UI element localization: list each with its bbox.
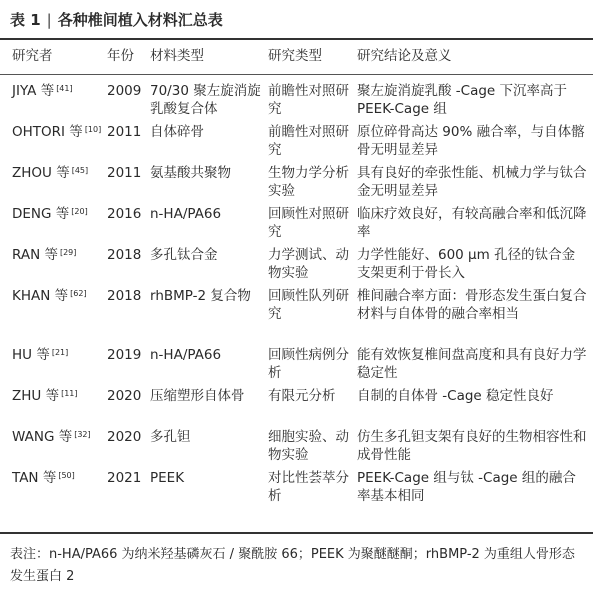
cell-author (12, 346, 68, 364)
reference-number: [41] (56, 84, 73, 93)
cell-year: 2018 (107, 247, 142, 263)
header-year: 年份 (107, 48, 134, 64)
cell-author (12, 428, 91, 446)
cell-material: n-HA/PA66 (150, 206, 222, 222)
header-rule (0, 74, 593, 75)
author-name: DENG 等 (12, 206, 70, 222)
cell-conclusion: PEEK-Cage 组与钛 -Cage 组的融合率基本相同 (357, 470, 576, 504)
cell-conclusion: 力学性能好、600 μm 孔径的钛合金支架更利于骨长入 (357, 247, 576, 281)
cell-author (12, 469, 75, 487)
cell-year: 2016 (107, 206, 142, 222)
table-row (0, 164, 593, 205)
table-title-text: 各种椎间植入材料汇总表 (57, 11, 223, 29)
cell-study-type: 回顾性对照研究 (268, 206, 349, 240)
reference-number: [21] (51, 348, 69, 357)
author-name: WANG 等 (12, 429, 73, 445)
cell-study-type: 前瞻性对照研究 (268, 124, 349, 158)
cell-material: rhBMP-2 复合物 (150, 288, 251, 304)
cell-author (12, 246, 76, 264)
bottom-rule (0, 532, 593, 534)
cell-study-type: 细胞实验、动物实验 (268, 429, 349, 463)
table-title (10, 10, 223, 30)
author-name: KHAN 等 (12, 288, 69, 304)
author-name: JIYA 等 (12, 83, 55, 99)
cell-study-type: 有限元分析 (268, 388, 336, 404)
header-author: 研究者 (12, 48, 53, 64)
reference-number: [32] (74, 430, 91, 439)
reference-number: [20] (71, 207, 88, 216)
header-study-type: 研究类型 (268, 48, 322, 64)
table-label: 表 1 (10, 11, 41, 29)
table-row (0, 346, 593, 387)
cell-year: 2020 (107, 388, 142, 404)
cell-conclusion: 椎间融合率方面：骨形态发生蛋白复合材料与自体骨的融合率相当 (357, 288, 587, 322)
cell-conclusion: 临床疗效良好，有较高融合率和低沉降率 (357, 206, 587, 240)
cell-author (12, 205, 88, 223)
cell-study-type: 力学测试、动物实验 (268, 247, 349, 281)
reference-number: [50] (58, 471, 75, 480)
title-separator: | (46, 11, 52, 29)
cell-author (12, 123, 101, 141)
cell-study-type: 回顾性队列研究 (268, 288, 349, 322)
cell-conclusion: 能有效恢复椎间盘高度和具有良好力学稳定性 (357, 347, 587, 381)
table-row (0, 287, 593, 346)
author-name: HU 等 (12, 347, 50, 363)
author-name: TAN 等 (12, 470, 57, 486)
cell-conclusion: 具有良好的牵张性能、机械力学与钛合金无明显差异 (357, 165, 587, 199)
cell-year: 2021 (107, 470, 142, 486)
reference-number: [11] (61, 389, 78, 398)
header-conclusion: 研究结论及意义 (357, 48, 452, 64)
cell-study-type: 对比性荟萃分析 (268, 470, 349, 504)
cell-conclusion: 仿生多孔钽支架有良好的生物相容性和成骨性能 (357, 429, 587, 463)
cell-study-type: 回顾性病例分析 (268, 347, 349, 381)
author-name: RAN 等 (12, 247, 58, 263)
table-row (0, 82, 593, 123)
cell-material: 多孔钛合金 (150, 247, 218, 263)
table-row (0, 205, 593, 246)
cell-conclusion: 原位碎骨高达 90% 融合率，与自体髂骨无明显差异 (357, 124, 585, 158)
reference-number: [45] (71, 166, 89, 175)
reference-number: [10] (84, 125, 102, 134)
cell-year: 2019 (107, 347, 142, 363)
cell-conclusion: 聚左旋消旋乳酸 -Cage 下沉率高于 PEEK-Cage 组 (357, 83, 568, 117)
cell-study-type: 生物力学分析实验 (268, 165, 349, 199)
cell-material: 多孔钽 (150, 429, 191, 445)
cell-year: 2011 (107, 165, 142, 181)
cell-year: 2018 (107, 288, 142, 304)
table-row (0, 246, 593, 287)
author-name: OHTORI 等 (12, 124, 83, 140)
cell-material: 氨基酸共聚物 (150, 165, 231, 181)
cell-author (12, 387, 78, 405)
top-rule (0, 38, 593, 40)
cell-author (12, 287, 87, 305)
cell-material: PEEK (150, 470, 185, 486)
reference-number: [29] (59, 248, 77, 257)
cell-author (12, 82, 73, 100)
cell-study-type: 前瞻性对照研究 (268, 83, 349, 117)
cell-year: 2011 (107, 124, 142, 140)
table-note: 表注：n-HA/PA66 为纳米羟基磷灰石 / 聚酰胺 66；PEEK 为聚醚醚酮；rhBMP-2 为重组人骨形态发生蛋白 2 (10, 547, 575, 584)
header-material: 材料类型 (150, 48, 204, 64)
reference-number: [62] (70, 289, 87, 298)
cell-material: 70/30 聚左旋消旋乳酸复合体 (150, 83, 261, 117)
author-name: ZHU 等 (12, 388, 60, 404)
table-row (0, 469, 593, 510)
cell-material: 自体碎骨 (150, 124, 204, 140)
cell-year: 2020 (107, 429, 142, 445)
table-row (0, 428, 593, 469)
table-body (0, 82, 593, 510)
cell-material: n-HA/PA66 (150, 347, 222, 363)
cell-year: 2009 (107, 83, 142, 99)
cell-conclusion: 自制的自体骨 -Cage 稳定性良好 (357, 388, 554, 404)
author-name: ZHOU 等 (12, 165, 70, 181)
table-row (0, 123, 593, 164)
cell-material: 压缩塑形自体骨 (150, 388, 245, 404)
table-row (0, 387, 593, 428)
cell-author (12, 164, 88, 182)
